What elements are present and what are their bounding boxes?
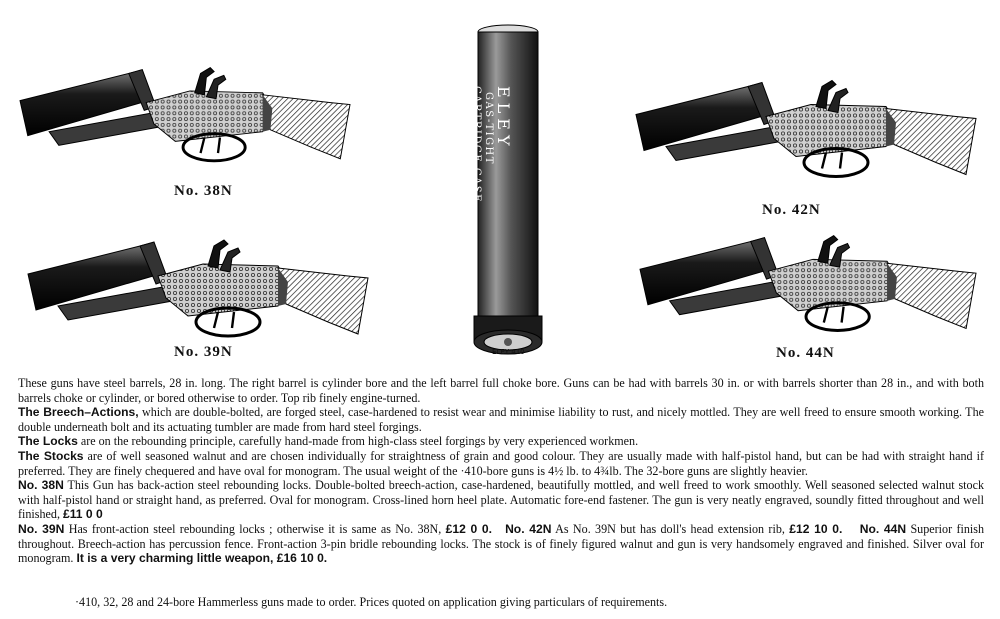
cartridge-case-illustration xyxy=(460,24,550,365)
caption-44n: No. 44N xyxy=(776,345,835,361)
breech-heading: The Breech–Actions, xyxy=(18,405,139,420)
gun-illustration-44n xyxy=(640,226,976,346)
caption-39n: No. 39N xyxy=(174,344,233,360)
breech-paragraph: The Breech–Actions, which are double-bolted, are forged steel, case-hardened to resist wear and minimise liability to rust, and nicely mottled. They are well freed to ensure smooth working. The double underneath bolt and its actuating tumbler are made from hard steel forgings. xyxy=(18,405,984,434)
cartridge-line-3: CARTRIDGE CASE xyxy=(471,86,482,203)
locks-paragraph: The Locks are on the rebounding principle, carefully hand-made from high-class steel forgings by very experienced workmen. xyxy=(18,434,639,449)
locks-heading: The Locks xyxy=(18,434,78,449)
model-42n-price: £12 10 0. xyxy=(789,521,843,536)
description-text xyxy=(18,376,984,566)
model-38n-price: £11 0 0 xyxy=(63,507,103,522)
cartridge-line-4: Made in Great Britain xyxy=(460,88,469,178)
model-38n-heading: No. 38N xyxy=(18,478,64,493)
stocks-paragraph: The Stocks are of well seasoned walnut and are chosen individually for straightness of grain and good colour. They are usually made with half-pistol hand, but can be had with straight hand if preferred. They are finely chequered and have oval for monogram. The usual weight of the ·410-bore guns is 4½ lb. to 4¾lb. The 32-bore guns are slightly heavier. xyxy=(18,448,984,478)
model-39n-heading: No. 39N xyxy=(18,521,65,536)
model-42n-heading: No. 42N xyxy=(505,521,552,536)
model-44n-closing: It is a very charming little weapon, £16 10 0. xyxy=(76,551,328,566)
cartridge-base-text: ELEY 410 xyxy=(492,348,525,356)
model-38n-paragraph: No. 38N This Gun has back-action steel rebounding locks. Double-bolted breech-action, case-hardened, beautifully mottled, and well freed to work smoothly. Well seasoned selected walnut stock with half-pistol hand or straight hand, as preferred. Oval for monogram. Cross-lined horn heel plate. Automatic fore-end fastener. The gun is very neatly engraved, soundly fitted throughout and well finished, £11 0 0 xyxy=(18,478,984,522)
gun-illustration-39n xyxy=(22,236,374,346)
model-39n-price: £12 0 0. xyxy=(445,521,493,536)
cartridge-brand: ELEY xyxy=(494,86,513,151)
model-44n-heading: No. 44N xyxy=(859,521,907,536)
gun-illustration-38n xyxy=(20,62,350,182)
caption-38n: No. 38N xyxy=(174,183,233,199)
intro-paragraph: These guns have steel barrels, 28 in. long. The right barrel is cylinder bore and the left barrel full choke bore. Guns can be had with barrels 30 in. or with barrels shorter than 28 in., and with both barrels choke or cylinder, or bored otherwise to order. Top rib finely engine-turned. xyxy=(18,376,984,405)
caption-42n: No. 42N xyxy=(762,202,821,218)
stocks-heading: The Stocks xyxy=(18,448,84,463)
footnote: ·410, 32, 28 and 24-bore Hammerless guns made to order. Prices quoted on application giving particulars of requirements. xyxy=(75,595,668,609)
gun-illustration-42n xyxy=(636,64,976,199)
model-39n-42n-44n-paragraph: No. 39N Has front-action steel rebounding locks ; otherwise it is same as No. 38N, £12 0 0. No. 42N As No. 39N but has doll's head extension rib, £12 10 0. No. 44N Superior finish throughout. Breech-action has percussion fence. Front-action 3-pin bridle rebounding locks. The stock is of finely figured walnut and gun is very handsomely engraved and finished. Silver oval for monogram. It is a very charming little weapon, £16 10 0. xyxy=(18,521,985,566)
cartridge-line-2: GAS-TIGHT xyxy=(483,92,494,165)
